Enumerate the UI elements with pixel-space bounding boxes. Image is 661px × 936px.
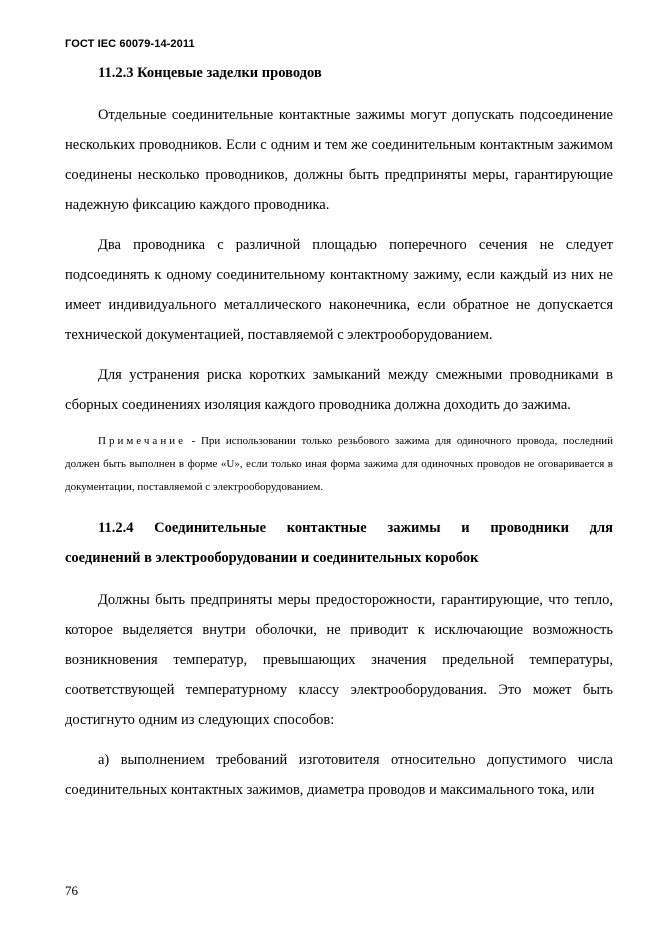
section-heading-11-2-3: 11.2.3 Концевые заделки проводов — [98, 65, 322, 81]
note-text: - При использовании только резьбового зажима для одиночного провода, последний должен быть выполнен в форме «U», если только иная форма зажима для одиночных проводов не оговаривается в документации, поставляемой с электрооборудованием. — [65, 435, 613, 493]
paragraph: Должны быть предприняты меры предосторожности, гарантирующие, что тепло, которое выделяется внутри оболочки, не приводит к исключающие возможность возникновения температур, превышающих значения предельной температуры, соответствующей температурному классу электрооборудования. Это может быть достигнуто одним из следующих способов: — [65, 592, 613, 728]
page-number: 76 — [65, 883, 78, 898]
paragraph: Для устранения риска коротких замыканий между смежными проводниками в сборных соединениях изоляция каждого проводника должна доходить до зажима. — [65, 367, 613, 413]
note — [65, 430, 613, 499]
paragraph: Два проводника с различной площадью поперечного сечения не следует подсоединять к одному соединительному контактному зажиму, если каждый из них не имеет индивидуального металлического наконечника, если обратное не допускается технической документацией, поставляемой с электрооборудованием. — [65, 237, 613, 343]
list-item-a: а) выполнением требований изготовителя относительно допустимого числа соединительных контактных зажимов, диаметра проводов и максимального тока, или — [65, 752, 613, 798]
document-body — [65, 58, 613, 805]
note-label: Примечание — [98, 435, 186, 447]
section-heading-11-2-4 — [65, 513, 613, 573]
section-heading-line-2: соединений в электрооборудовании и соединительных коробок — [65, 550, 479, 566]
paragraph: Отдельные соединительные контактные зажимы могут допускать подсоединение нескольких проводников. Если с одним и тем же соединительным контактным зажимом соединены несколько проводников, должны быть предприняты меры, гарантирующие надежную фиксацию каждого проводника. — [65, 107, 613, 213]
section-heading-line-1: 11.2.4 Соединительные контактные зажимы и проводники для — [98, 520, 613, 536]
document-header: ГОСТ IEC 60079-14-2011 — [65, 38, 195, 50]
